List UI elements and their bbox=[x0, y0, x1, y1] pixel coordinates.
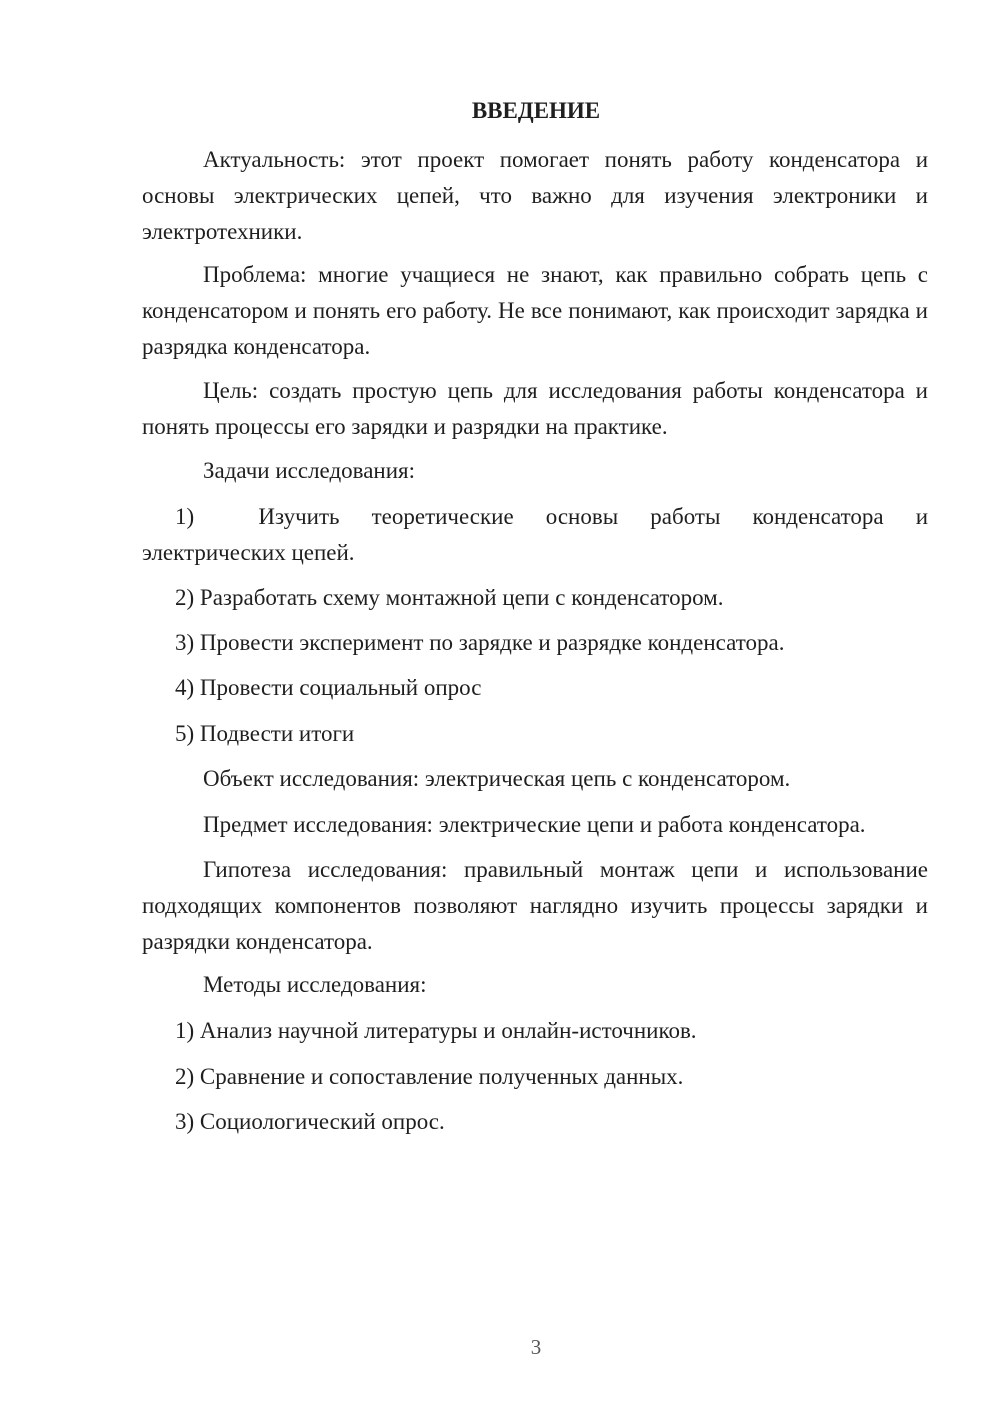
method-item-3: 3) Социологический опрос. bbox=[175, 1109, 445, 1134]
task-item-5: 5) Подвести итоги bbox=[175, 721, 355, 746]
task-item-2: 2) Разработать схему монтажной цепи с конденсатором. bbox=[175, 585, 724, 610]
relevance-paragraph: Актуальность: этот проект помогает понять работу конденсатора и основы электрических цепей, что важно для изучения электроники и электротехники. bbox=[142, 147, 928, 244]
task-item-1 bbox=[142, 499, 928, 571]
goal-paragraph: Цель: создать простую цепь для исследования работы конденсатора и понять процессы его зарядки и разрядки на практике. bbox=[142, 378, 928, 439]
subject-paragraph: Предмет исследования: электрические цепи и работа конденсатора. bbox=[203, 812, 866, 837]
task-item-1-line2: электрических цепей. bbox=[142, 540, 355, 565]
task-item-3: 3) Провести эксперимент по зарядке и разрядке конденсатора. bbox=[175, 630, 785, 655]
method-item-1: 1) Анализ научной литературы и онлайн-источников. bbox=[175, 1018, 697, 1043]
method-item-2: 2) Сравнение и сопоставление полученных данных. bbox=[175, 1064, 684, 1089]
page-title: ВВЕДЕНИЕ bbox=[471, 98, 601, 123]
hypothesis-paragraph: Гипотеза исследования: правильный монтаж цепи и использование подходящих компонентов позволяют наглядно изучить процессы зарядки и разрядки конденсатора. bbox=[142, 857, 928, 954]
task-item-4: 4) Провести социальный опрос bbox=[175, 675, 482, 700]
methods-heading: Методы исследования: bbox=[203, 972, 427, 997]
object-paragraph: Объект исследования: электрическая цепь с конденсатором. bbox=[203, 766, 791, 791]
page-number: 3 bbox=[530, 1335, 542, 1359]
problem-paragraph: Проблема: многие учащиеся не знают, как правильно собрать цепь с конденсатором и понять его работу. Не все понимают, как происходит зарядка и разрядка конденсатора. bbox=[142, 262, 928, 359]
task-item-1-line1: 1) Изучить теоретические основы работы конденсатора и bbox=[175, 504, 928, 529]
tasks-heading: Задачи исследования: bbox=[203, 458, 416, 483]
